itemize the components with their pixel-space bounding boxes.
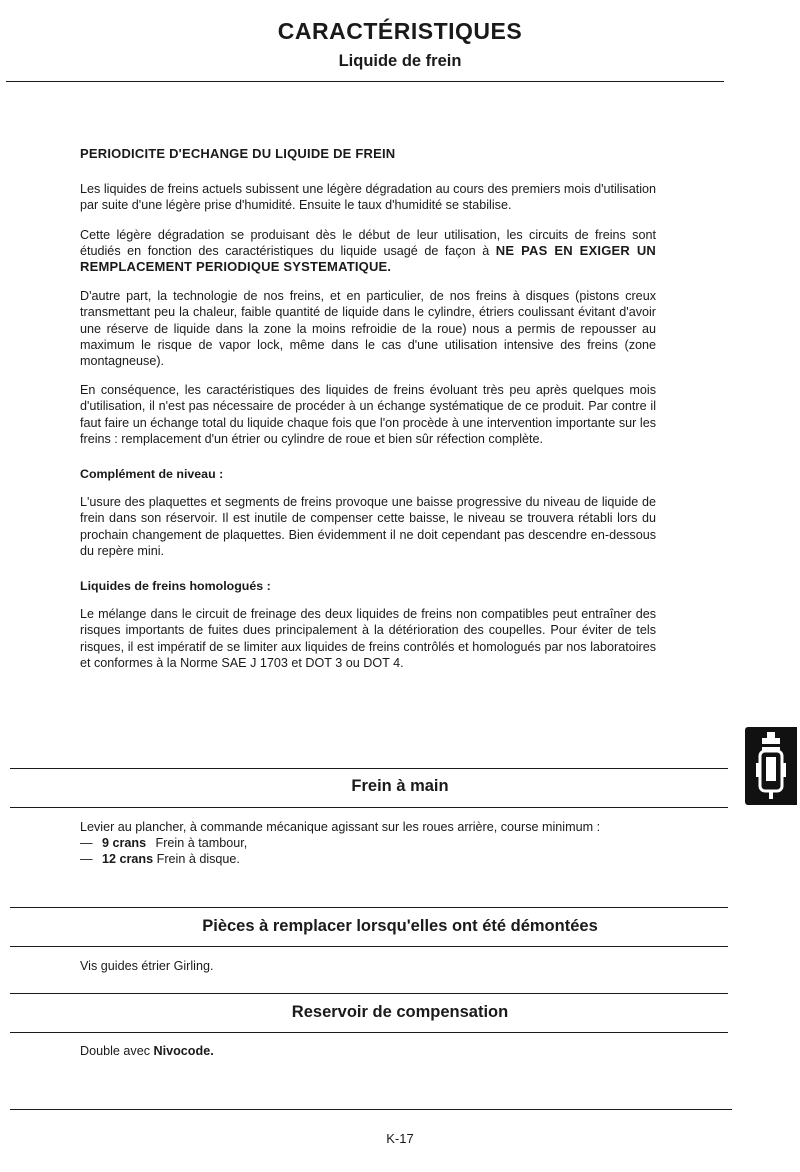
reservoir-title: Reservoir de compensation <box>291 1003 509 1021</box>
frein-main-section <box>80 819 656 868</box>
footer-rule <box>10 1109 732 1110</box>
pieces-paragraph: Vis guides étrier Girling. <box>80 959 214 973</box>
page-subtitle: Liquide de frein <box>338 52 462 70</box>
reservoir-top-rule <box>10 993 728 994</box>
periodicite-section <box>80 146 656 671</box>
pieces-section <box>80 958 656 974</box>
pieces-bottom-rule <box>10 946 728 947</box>
reservoir-bottom-rule <box>10 1032 728 1033</box>
reservoir-text: Double avec <box>80 1044 154 1058</box>
list-item <box>80 851 656 867</box>
frein-main-paragraph: Levier au plancher, à commande mécanique agissant sur les roues arrière, course minimum : <box>80 820 601 834</box>
pieces-title: Pièces à remplacer lorsqu'elles ont été démontées <box>202 917 598 935</box>
periodicite-paragraph-4: En conséquence, les caractéristiques des liquides de freins évoluant très peu après quelques mois d'utilisation, il n'est pas nécessaire de procéder à un échange systématique de ce produit. Par contre il faut faire un échange total du liquide chaque fois que l'on procède à une intervention importante sur les freins : remplacement d'un étrier ou cylindre de roue et bien sûr réfection complète. <box>80 383 656 446</box>
frein-main-title: Frein à main <box>351 777 449 795</box>
periodicite-paragraph-2-text: Cette légère dégradation se produisant dès le début de leur utilisation, les circuits de freins sont étudiés en fonction des caractéristiques du liquide usagé de façon à <box>80 227 656 258</box>
reservoir-paragraph <box>80 1043 656 1059</box>
periodicite-paragraph-1: Les liquides de freins actuels subissent une légère dégradation au cours des premiers mois d'utilisation par suite d'une légère prise d'humidité. Ensuite le taux d'humidité se stabilise. <box>80 182 656 213</box>
list-value: 12 crans <box>102 852 154 867</box>
homologues-heading: Liquides de freins homologués : <box>80 579 271 594</box>
frein-main-bottom-rule <box>10 807 728 808</box>
complement-heading: Complément de niveau : <box>80 467 224 482</box>
list-dash: — <box>80 836 93 851</box>
page-title: CARACTÉRISTIQUES <box>277 18 523 44</box>
list-dash: — <box>80 852 93 867</box>
periodicite-heading: PERIODICITE D'ECHANGE DU LIQUIDE DE FREIN <box>80 146 396 161</box>
list-label: Frein à tambour, <box>155 836 248 851</box>
list-value: 9 crans <box>102 836 147 851</box>
homologues-paragraph: Le mélange dans le circuit de freinage des deux liquides de freins non compatibles peut entraîner des risques importants de fuites dues principalement à la détérioration des coupelles. Pour éviter de tels risques, il est impératif de se limiter aux liquides de freins contrôlés et homologués par nos laboratoires et conformes à la Norme SAE J 1703 et DOT 3 ou DOT 4. <box>80 607 656 670</box>
header-rule <box>6 81 724 82</box>
list-item <box>80 835 656 851</box>
chapter-tab <box>745 727 797 805</box>
list-label: Frein à disque. <box>156 852 240 867</box>
frein-main-top-rule <box>10 768 728 769</box>
page-number: K-17 <box>386 1131 414 1146</box>
reservoir-section <box>80 1043 656 1059</box>
periodicite-paragraph-2 <box>80 227 656 276</box>
periodicite-paragraph-3: D'autre part, la technologie de nos freins, et en particulier, de nos freins à disques (pistons creux transmettant peu la chaleur, faible quantité de liquide dans le cylindre, étriers coulissant évitant d'avoir une réserve de liquide dans la zone la moins refroidie de la roue) nous a permis de repousser au maximum le risque de vapor lock, même dans le cas d'une utilisation intensive des freins (zone montagneuse). <box>80 289 656 369</box>
pieces-top-rule <box>10 907 728 908</box>
brake-cylinder-icon <box>745 727 797 805</box>
periodicite-paragraph-2-emphasis: NE PAS EN EXIGER UN REMPLACEMENT PERIODIQUE SYSTEMATIQUE. <box>80 242 656 275</box>
complement-paragraph: L'usure des plaquettes et segments de freins provoque une baisse progressive du niveau de liquide de frein dans son réservoir. Il est inutile de compenser cette baisse, le niveau se trouvera rétabli lors du prochain changement de plaquettes. Bien évidemment il ne doit cependant pas descendre en-dessous du repère mini. <box>80 495 656 558</box>
reservoir-emphasis: Nivocode. <box>153 1044 214 1058</box>
